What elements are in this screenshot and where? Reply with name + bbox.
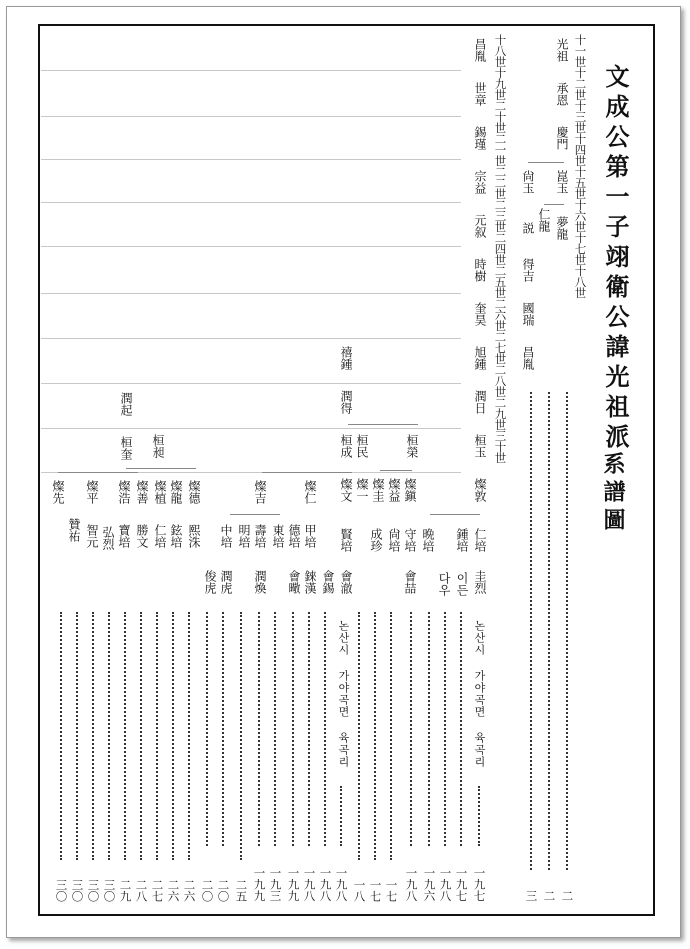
person-name: 贊祐 (67, 518, 81, 542)
person-name: 燦文 (339, 478, 353, 502)
person-name: 燦龍 (169, 480, 183, 504)
person-name: 桓民 (355, 434, 369, 458)
address-text: 논산시 가야곡면 육곡리 (473, 620, 486, 768)
dotted-leader (390, 612, 392, 860)
dotted-leader (530, 392, 532, 870)
page-number: 二六 (166, 879, 181, 902)
dotted-leader (324, 612, 326, 846)
person-name: 仁龍 (537, 208, 551, 232)
dotted-leader (478, 786, 480, 846)
person-name: 晩培 (421, 528, 435, 552)
page-number: 二 (542, 890, 557, 902)
person-name: 潤煥 (253, 570, 267, 594)
dotted-leader (308, 612, 310, 846)
branch-connector (544, 204, 564, 205)
gen-line (41, 116, 461, 117)
page-number: 一八 (352, 879, 367, 902)
page-number: 三〇 (86, 879, 101, 902)
person-name: 勝文 (135, 524, 149, 548)
person-name: 다우 (437, 572, 451, 596)
person-name: 壽培 (253, 524, 267, 548)
person-name: 潤虎 (219, 570, 233, 594)
person-name: 燦仁 (303, 480, 317, 504)
person-name: 旭鍾 (473, 346, 487, 370)
generation-labels-left: 十八世十九世二十世二一世二二世二三世二四世二五世二六世二七世二八世二九世三十世 (493, 34, 508, 463)
page-number: 二六 (182, 879, 197, 902)
branch-connector (430, 514, 480, 515)
person-name: 奎昊 (473, 302, 487, 326)
person-name: 光祖 (555, 38, 569, 62)
page-number: 一九七 (454, 866, 469, 901)
generation-labels-right: 十一世十二世十三世十四世十五世十六世十七世十八世 (573, 34, 588, 298)
page-number: 二〇 (216, 879, 231, 902)
dotted-leader (108, 612, 110, 860)
page-number: 一九九 (252, 866, 267, 901)
person-name: 元叙 (473, 214, 487, 238)
person-name: 昌胤 (521, 346, 535, 370)
dotted-leader (274, 612, 276, 846)
gen-line (41, 383, 461, 384)
gen-line (41, 338, 461, 339)
branch-connector (58, 472, 138, 473)
address-text: 논산시 가야곡면 육곡리 (337, 620, 350, 768)
person-name: 東培 (271, 524, 285, 548)
dotted-leader (92, 612, 94, 860)
dotted-leader (428, 612, 430, 846)
page-number: 一九九 (286, 866, 301, 901)
person-name: 會喆 (403, 570, 417, 594)
page-frame (38, 24, 655, 916)
person-name: 潤日 (473, 390, 487, 414)
gen-line (41, 246, 461, 247)
person-name: 時樹 (473, 258, 487, 282)
person-name: 賢培 (339, 528, 353, 552)
dotted-leader (222, 612, 224, 846)
person-name: 得吉 (521, 258, 535, 282)
dotted-leader (240, 612, 242, 860)
person-name: 昌胤 (473, 38, 487, 62)
person-name: 潤起 (119, 392, 133, 416)
dotted-leader (548, 392, 550, 870)
dotted-leader (340, 786, 342, 846)
page-number: 二九 (118, 879, 133, 902)
person-name: 慶門 (555, 126, 569, 150)
gen-line (41, 428, 461, 429)
person-name: 燦植 (153, 480, 167, 504)
person-name: 會澈 (339, 570, 353, 594)
gen-line (41, 202, 461, 203)
dotted-leader (206, 612, 208, 846)
person-name: 熙洙 (187, 524, 201, 548)
page-number: 一九八 (334, 866, 349, 901)
person-name: 圭烈 (473, 570, 487, 594)
page-number: 一九八 (318, 866, 333, 901)
person-name: 燦益 (387, 478, 401, 502)
page-number: 一九三 (268, 866, 283, 901)
page-number: 一九七 (472, 866, 487, 901)
page-number: 二八 (134, 879, 149, 902)
person-name: 燦吉 (253, 480, 267, 504)
dotted-leader (374, 612, 376, 860)
page-number: 三〇 (102, 879, 117, 902)
page-subtitle: 系譜圖 (600, 452, 626, 536)
person-name: 桓成 (339, 434, 353, 458)
person-name: 尙玉 (521, 170, 535, 194)
page-number: 三〇 (70, 879, 85, 902)
person-name: 潤得 (339, 390, 353, 414)
person-name: 國瑞 (521, 302, 535, 326)
person-name: 桓榮 (405, 434, 419, 458)
person-name: 桓奎 (119, 436, 133, 460)
dotted-leader (258, 612, 260, 846)
page-number: 二 (560, 890, 575, 902)
page-title: 文成公第一子翊衛公諱光祖派 (601, 64, 630, 454)
dotted-leader (460, 612, 462, 846)
person-name: 仁培 (473, 528, 487, 552)
person-name: 夢龍 (555, 216, 569, 240)
page-number: 一九八 (438, 866, 453, 901)
page-number: 一九六 (422, 866, 437, 901)
dotted-leader (188, 612, 190, 860)
branch-connector (348, 424, 418, 425)
person-name: 燦一 (355, 478, 369, 502)
dotted-leader (410, 612, 412, 846)
page-number: 一七 (368, 879, 383, 902)
branch-connector (380, 470, 412, 471)
person-name: 錫瑾 (473, 126, 487, 150)
person-name: 説 (521, 222, 535, 234)
person-name: 甲培 (303, 524, 317, 548)
dotted-leader (292, 612, 294, 846)
page-number: 二七 (150, 879, 165, 902)
person-name: 成珍 (369, 528, 383, 552)
person-name: 燦浩 (117, 480, 131, 504)
person-name: 燦善 (135, 480, 149, 504)
branch-connector (126, 468, 196, 469)
person-name: 世章 (473, 82, 487, 106)
person-name: 桓玉 (473, 434, 487, 458)
page-number: 一七 (384, 879, 399, 902)
person-name: 禧鍾 (339, 346, 353, 370)
dotted-leader (358, 612, 360, 860)
dotted-leader (124, 612, 126, 860)
person-name: 桓昶 (151, 434, 165, 458)
person-name: 尙培 (387, 528, 401, 552)
person-name: 仁培 (153, 524, 167, 548)
person-name: 會錫 (321, 570, 335, 594)
person-name: 燦圭 (371, 478, 385, 502)
person-name: 鉉培 (169, 524, 183, 548)
person-name: 燦平 (85, 480, 99, 504)
person-name: 俊虎 (203, 570, 217, 594)
person-name: 燦先 (51, 480, 65, 504)
dotted-leader (60, 612, 62, 860)
branch-connector (528, 162, 564, 163)
person-name: 會曔 (287, 570, 301, 594)
branch-connector (230, 514, 280, 515)
person-name: 鍾培 (455, 528, 469, 552)
person-name: 錸漢 (303, 570, 317, 594)
person-name: 承恩 (555, 82, 569, 106)
person-name: 智元 (85, 524, 99, 548)
page-number: 二五 (234, 879, 249, 902)
gen-line (41, 293, 461, 294)
page-number: 一九八 (302, 866, 317, 901)
branch-connector (262, 472, 352, 473)
person-name: 燦敦 (473, 478, 487, 502)
person-name: 이든 (455, 572, 469, 596)
person-name: 弘烈 (101, 526, 115, 550)
person-name: 宗益 (473, 170, 487, 194)
dotted-leader (444, 612, 446, 846)
page-number: 三 (524, 890, 539, 902)
person-name: 明培 (237, 524, 251, 548)
page-number: 一九八 (404, 866, 419, 901)
person-name: 德培 (287, 524, 301, 548)
dotted-leader (76, 612, 78, 860)
dotted-leader (156, 612, 158, 860)
gen-line (41, 159, 461, 160)
person-name: 崑玉 (555, 170, 569, 194)
dotted-leader (140, 612, 142, 860)
person-name: 守培 (403, 528, 417, 552)
gen-line (41, 70, 461, 71)
dotted-leader (172, 612, 174, 860)
person-name: 中培 (219, 524, 233, 548)
person-name: 燦德 (187, 480, 201, 504)
person-name: 燦鎭 (403, 478, 417, 502)
page-number: 二〇 (200, 879, 215, 902)
dotted-leader (566, 392, 568, 870)
page-number: 三〇 (54, 879, 69, 902)
person-name: 寶培 (117, 524, 131, 548)
